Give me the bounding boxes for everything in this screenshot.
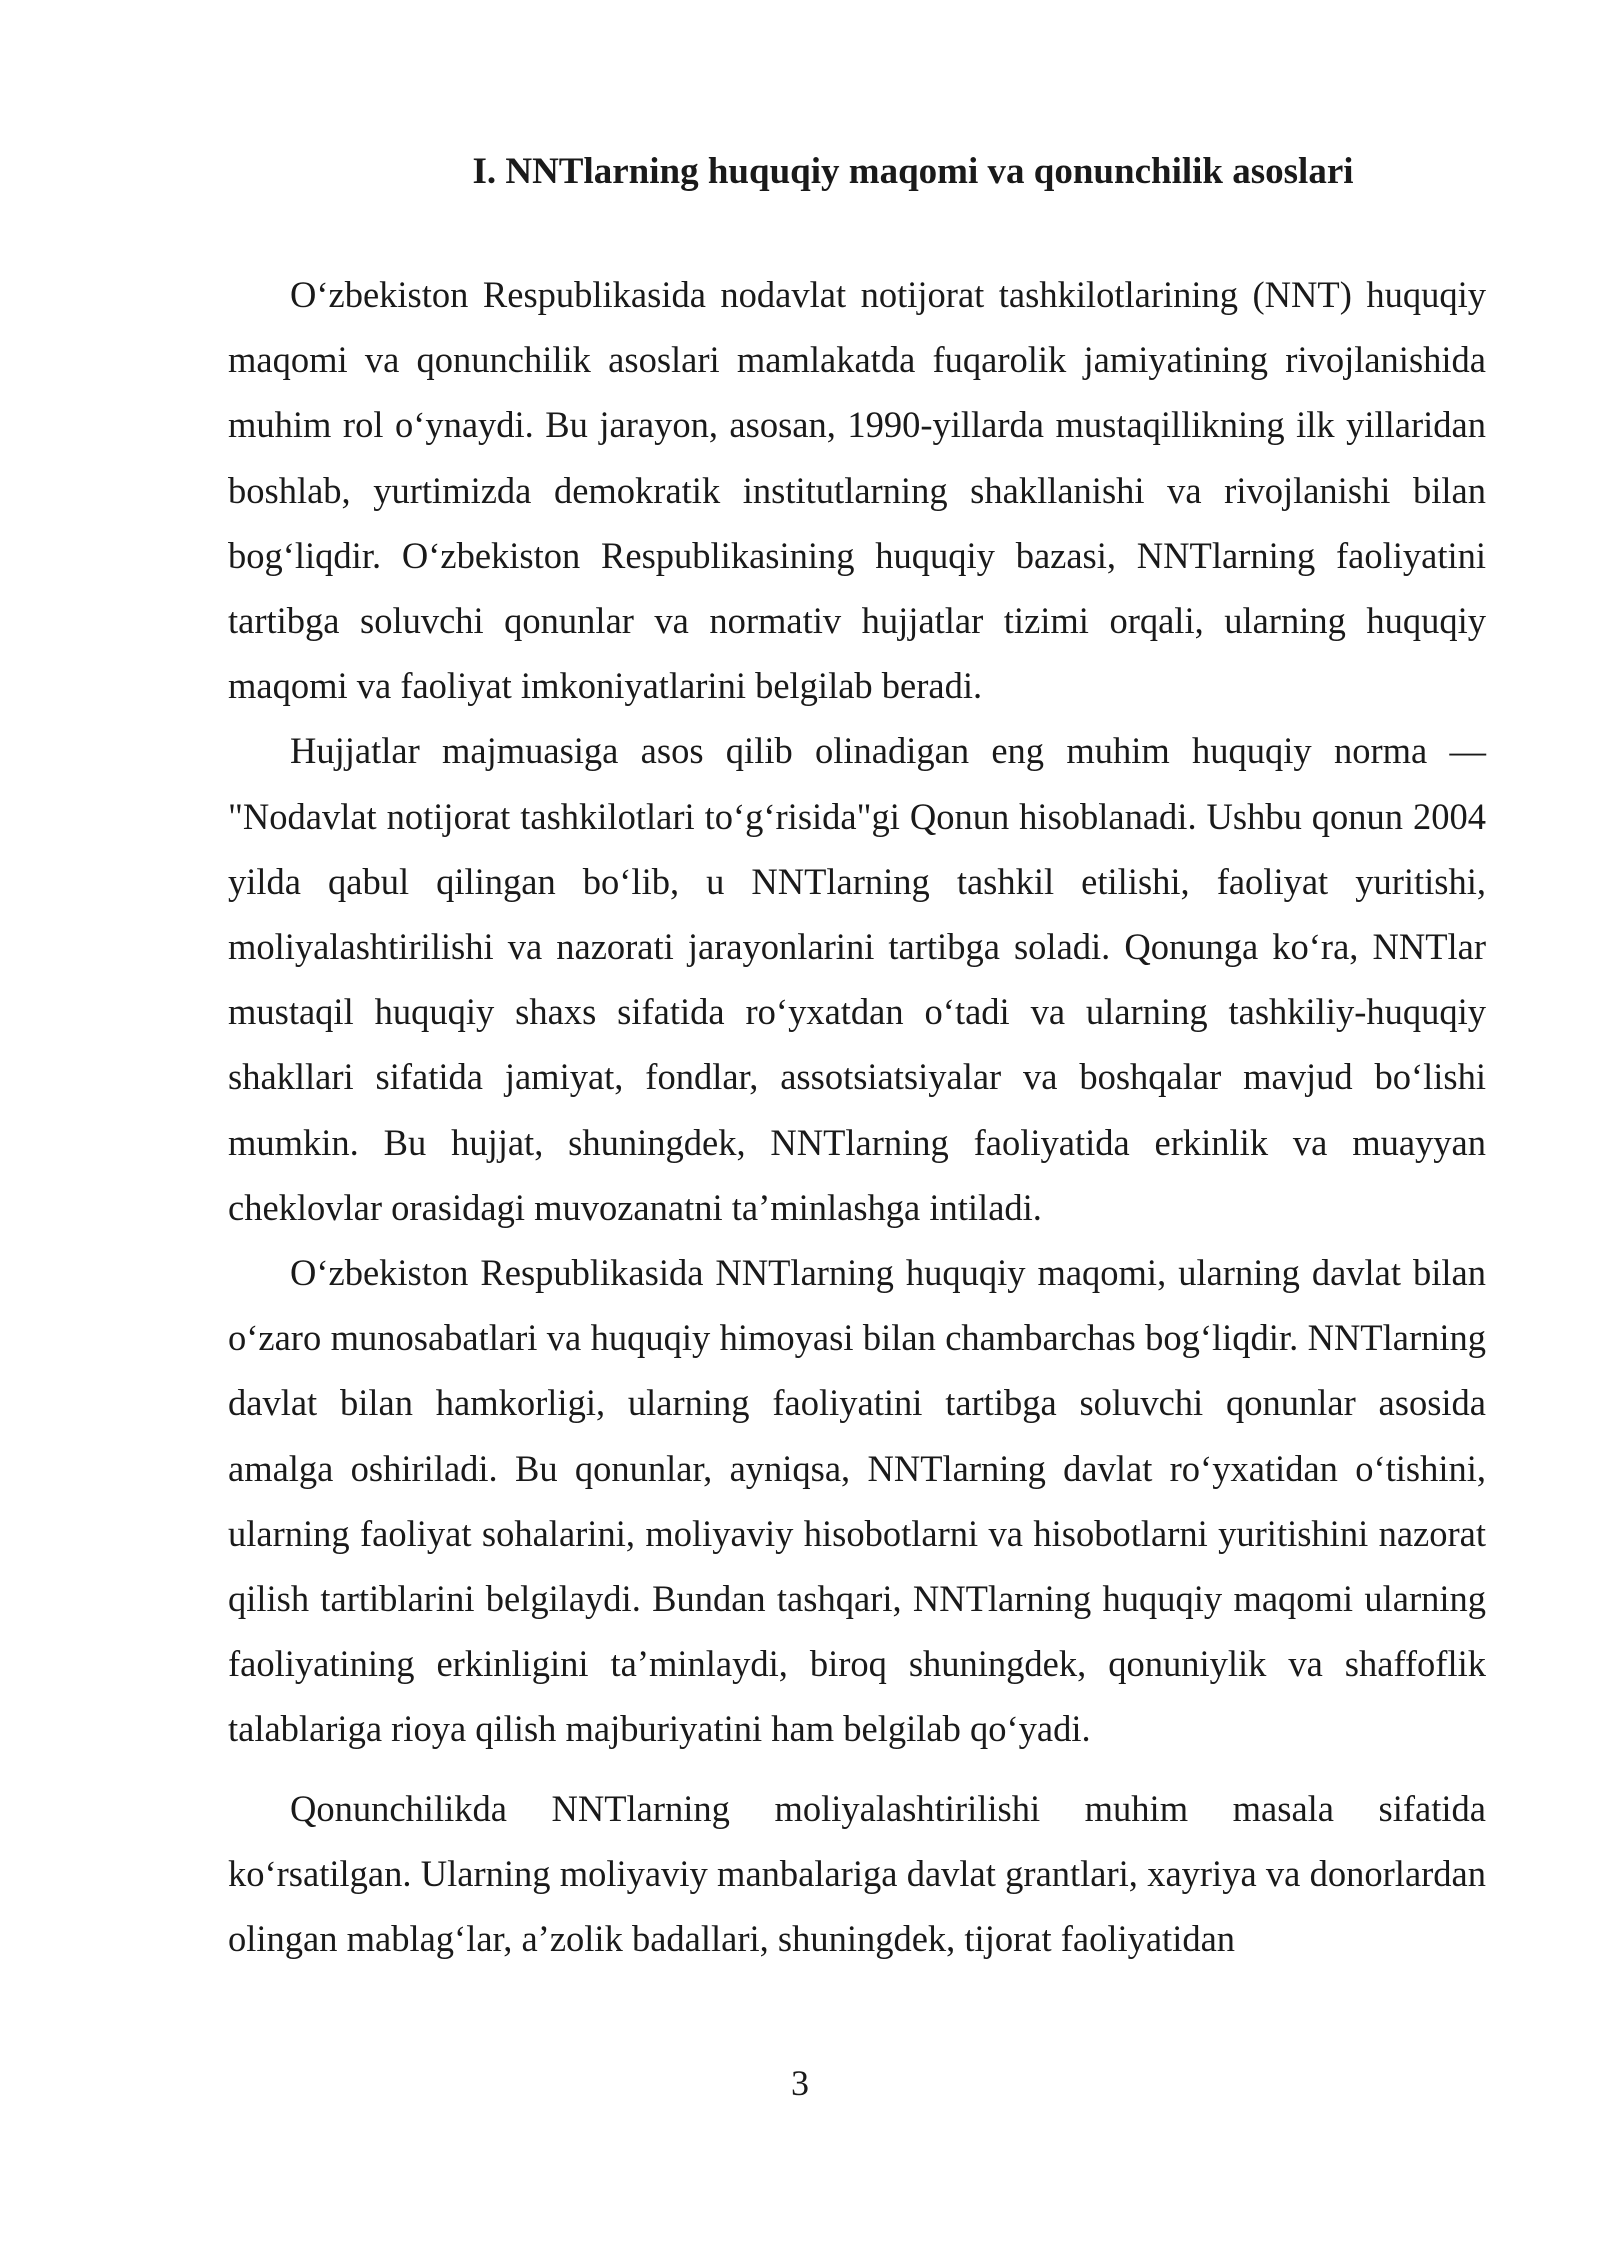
paragraph-1: O‘zbekiston Respublikasida nodavlat notijorat tashkilotlarining (NNT) huquqiy maqomi va qonunchilik asoslari mamlakatda fuqarolik jamiyatining rivojlanishida muhim rol o‘ynaydi. Bu jarayon, asosan, 1990-yillarda mustaqillikning ilk yillaridan boshlab, yurtimizda demokratik institutlarning shakllanishi va rivojlanishi bilan bog‘liqdir. O‘zbekiston Respublikasining huquqiy bazasi, NNTlarning faoliyatini tartibga soluvchi qonunlar va normativ hujjatlar tizimi orqali, ularning huquqiy maqomi va faoliyat imkoniyatlarini belgilab beradi.	[228, 274, 1486, 707]
section-title: I. NNTlarning huquqiy maqomi va qonunchilik asoslari	[472, 151, 1354, 192]
paragraph-3: O‘zbekiston Respublikasida NNTlarning huquqiy maqomi, ularning davlat bilan o‘zaro munosabatlari va huquqiy himoyasi bilan chambarchas bog‘liqdir. NNTlarning davlat bilan hamkorligi, ularning faoliyatini tartibga soluvchi qonunlar asosida amalga oshiriladi. Bu qonunlar, ayniqsa, NNTlarning davlat ro‘yxatidan o‘tishini, ularning faoliyat sohalarini, moliyaviy hisobotlarni va hisobotlarni yuritishini nazorat qilish tartiblarini belgilaydi. Bundan tashqari, NNTlarning huquqiy maqomi ularning faoliyatining erkinligini ta’minlaydi, biroq shuningdek, qonuniylik va shaffoflik talablariga rioya qilish majburiyatini ham belgilab qo‘yadi.	[228, 1252, 1486, 1750]
paragraph-4: Qonunchilikda NNTlarning moliyalashtirilishi muhim masala sifatida ko‘rsatilgan. Ularning moliyaviy manbalariga davlat grantlari, xayriya va donorlardan olingan mablag‘lar, a’zolik badallari, shuningdek, tijorat faoliyatidan	[228, 1787, 1486, 1960]
paragraph-2: Hujjatlar majmuasiga asos qilib olinadigan eng muhim huquqiy norma — "Nodavlat notijorat tashkilotlari to‘g‘risida"gi Qonun hisoblanadi. Ushbu qonun 2004 yilda qabul qilingan bo‘lib, u NNTlarning tashkil etilishi, faoliyat yuritishi, moliyalashtirilishi va nazorati jarayonlarini tartibga soladi. Qonunga ko‘ra, NNTlar mustaqil huquqiy shaxs sifatida ro‘yxatdan o‘tadi va ularning tashkiliy-huquqiy shakllari sifatida jamiyat, fondlar, assotsiatsiyalar va boshqalar mavjud bo‘lishi mumkin. Bu hujjat, shuningdek, NNTlarning faoliyatida erkinlik va muayyan cheklovlar orasidagi muvozanatni ta’minlashga intiladi.	[228, 730, 1486, 1228]
page-number: 3	[791, 2063, 809, 2103]
body-text	[228, 262, 1486, 1971]
